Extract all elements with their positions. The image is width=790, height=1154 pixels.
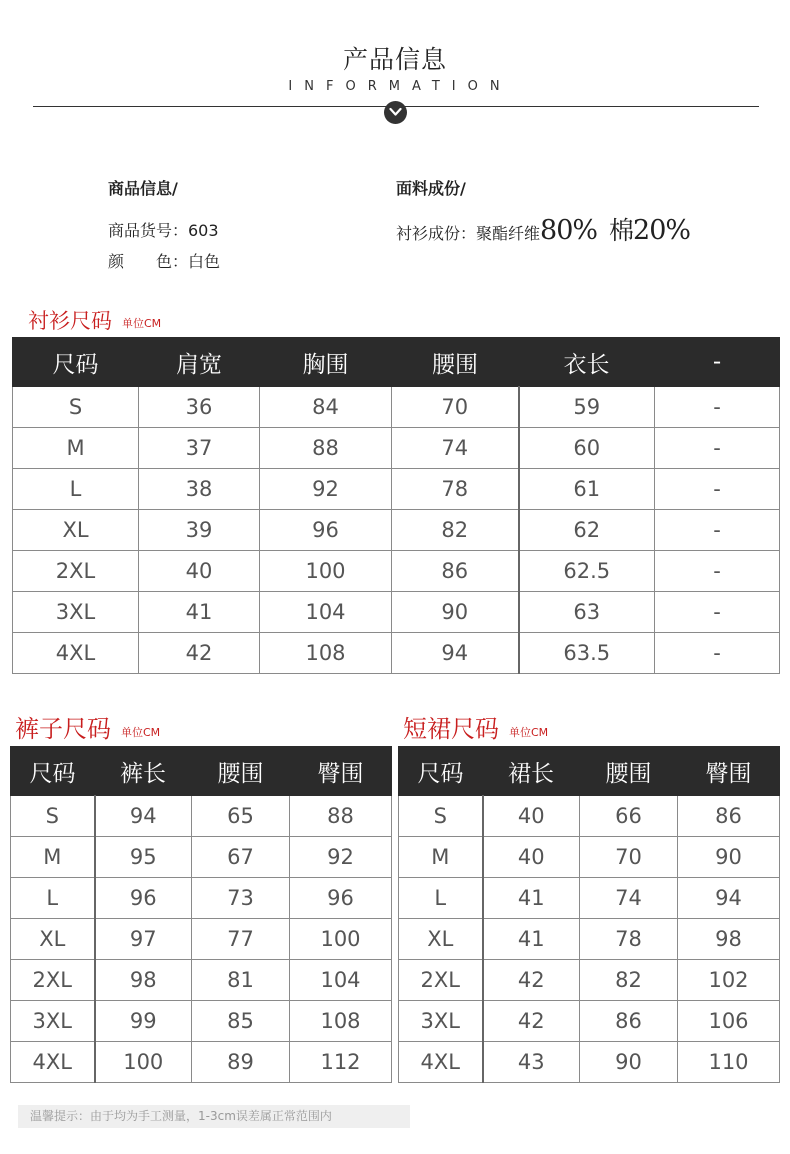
shirt-header-row: [13, 338, 780, 387]
table-cell: 90: [678, 837, 780, 878]
pants-header-cell: 裤长: [95, 747, 192, 796]
table-cell: 104: [290, 960, 392, 1001]
table-row: [13, 387, 780, 428]
table-row: [399, 1042, 780, 1083]
table-cell: S: [399, 796, 483, 837]
shirt-size-title-text: 衬衫尺码: [28, 309, 112, 333]
table-cell: 78: [580, 919, 678, 960]
table-row: [399, 878, 780, 919]
table-cell: 86: [392, 551, 519, 592]
shirt-size-title: [28, 305, 161, 335]
fabric-info: [396, 176, 690, 246]
table-cell: 96: [95, 878, 192, 919]
table-row: [399, 1001, 780, 1042]
pants-size-title-text: 裤子尺码: [15, 715, 111, 743]
table-cell: 42: [483, 960, 580, 1001]
table-cell: 36: [139, 387, 260, 428]
shirt-header-cell: 尺码: [13, 338, 139, 387]
table-cell: S: [11, 796, 95, 837]
shirt-header-cell: 胸围: [260, 338, 392, 387]
table-row: [13, 510, 780, 551]
pants-header-cell: 腰围: [192, 747, 290, 796]
skirt-header-row: [399, 747, 780, 796]
table-cell: 106: [678, 1001, 780, 1042]
table-cell: 99: [95, 1001, 192, 1042]
pants-header-cell: 尺码: [11, 747, 95, 796]
skirt-header-cell: 尺码: [399, 747, 483, 796]
pants-size-table: [10, 746, 392, 1083]
table-cell: 74: [580, 878, 678, 919]
table-cell: 41: [483, 878, 580, 919]
table-cell: 61: [519, 469, 655, 510]
skirt-size-title-text: 短裙尺码: [403, 715, 499, 743]
page-header: [0, 0, 790, 130]
table-row: [399, 796, 780, 837]
table-cell: 77: [192, 919, 290, 960]
table-cell: -: [655, 428, 780, 469]
table-cell: 63: [519, 592, 655, 633]
table-cell: 3XL: [399, 1001, 483, 1042]
shirt-size-table: [12, 337, 780, 674]
table-cell: 84: [260, 387, 392, 428]
table-cell: M: [11, 837, 95, 878]
table-cell: 73: [192, 878, 290, 919]
table-cell: 94: [678, 878, 780, 919]
table-row: [11, 837, 392, 878]
shirt-table-body: [13, 387, 780, 674]
table-cell: 90: [392, 592, 519, 633]
pants-table-body: [11, 796, 392, 1083]
table-cell: 42: [483, 1001, 580, 1042]
table-row: [13, 551, 780, 592]
table-cell: 89: [192, 1042, 290, 1083]
table-row: [11, 1001, 392, 1042]
pants-size-title: [15, 709, 160, 744]
table-row: [13, 592, 780, 633]
shirt-unit-label: 单位CM: [122, 317, 162, 330]
table-cell: 3XL: [11, 1001, 95, 1042]
table-cell: 40: [139, 551, 260, 592]
table-cell: 90: [580, 1042, 678, 1083]
table-row: [13, 633, 780, 674]
table-cell: 112: [290, 1042, 392, 1083]
table-cell: 60: [519, 428, 655, 469]
footer-note: 温馨提示：由于均为手工测量，1-3cm误差属正常范围内: [18, 1105, 410, 1128]
table-cell: L: [11, 878, 95, 919]
product-info: [108, 176, 220, 277]
table-cell: 104: [260, 592, 392, 633]
cotton-label: 棉: [609, 216, 634, 245]
table-cell: 67: [192, 837, 290, 878]
table-cell: 38: [139, 469, 260, 510]
table-cell: 81: [192, 960, 290, 1001]
table-cell: S: [13, 387, 139, 428]
polyester-percent: 80%: [540, 215, 598, 246]
table-cell: 92: [260, 469, 392, 510]
table-row: [11, 878, 392, 919]
table-cell: M: [13, 428, 139, 469]
table-cell: 82: [580, 960, 678, 1001]
skirt-header-cell: 腰围: [580, 747, 678, 796]
table-cell: 108: [260, 633, 392, 674]
product-info-heading: 商品信息/: [108, 179, 178, 198]
skirt-header-cell: 裙长: [483, 747, 580, 796]
table-cell: 88: [290, 796, 392, 837]
skirt-size-table: [398, 746, 780, 1083]
table-cell: 94: [95, 796, 192, 837]
table-cell: L: [399, 878, 483, 919]
table-cell: 98: [95, 960, 192, 1001]
shirt-header-cell: -: [655, 338, 780, 387]
table-cell: 66: [580, 796, 678, 837]
chevron-down-icon: [384, 101, 407, 124]
shirt-header-cell: 衣长: [519, 338, 655, 387]
pants-header-row: [11, 747, 392, 796]
skirt-unit-label: 单位CM: [509, 726, 549, 739]
table-cell: -: [655, 633, 780, 674]
fabric-prefix: 衬衫成份：聚酯纤维: [396, 224, 541, 243]
table-cell: -: [655, 469, 780, 510]
cotton-percent: 20%: [633, 215, 691, 246]
table-cell: 92: [290, 837, 392, 878]
table-row: [399, 919, 780, 960]
table-row: [11, 960, 392, 1001]
table-cell: 102: [678, 960, 780, 1001]
table-row: [11, 796, 392, 837]
table-cell: 82: [392, 510, 519, 551]
table-cell: 78: [392, 469, 519, 510]
table-cell: 94: [392, 633, 519, 674]
fabric-info-heading: 面料成份/: [396, 179, 466, 198]
table-cell: 98: [678, 919, 780, 960]
pants-unit-label: 单位CM: [121, 726, 161, 739]
table-cell: 41: [139, 592, 260, 633]
table-cell: 100: [260, 551, 392, 592]
table-cell: 74: [392, 428, 519, 469]
shirt-header-cell: 肩宽: [139, 338, 260, 387]
table-cell: 100: [95, 1042, 192, 1083]
table-cell: -: [655, 387, 780, 428]
table-cell: 4XL: [13, 633, 139, 674]
table-row: [399, 960, 780, 1001]
color-label: 颜: [108, 252, 125, 271]
table-cell: 40: [483, 837, 580, 878]
table-cell: 62: [519, 510, 655, 551]
table-cell: 2XL: [13, 551, 139, 592]
shirt-header-cell: 腰围: [392, 338, 519, 387]
table-cell: -: [655, 592, 780, 633]
table-cell: 63.5: [519, 633, 655, 674]
table-cell: 40: [483, 796, 580, 837]
table-cell: 2XL: [399, 960, 483, 1001]
table-cell: XL: [11, 919, 95, 960]
skirt-size-title: [403, 709, 548, 744]
table-cell: 95: [95, 837, 192, 878]
table-cell: 4XL: [11, 1042, 95, 1083]
table-cell: L: [13, 469, 139, 510]
item-number: 商品货号：603: [108, 221, 219, 240]
page-subtitle: INFORMATION: [288, 79, 512, 94]
table-cell: -: [655, 510, 780, 551]
table-cell: 65: [192, 796, 290, 837]
table-row: [11, 1042, 392, 1083]
table-cell: 108: [290, 1001, 392, 1042]
table-cell: 85: [192, 1001, 290, 1042]
table-cell: 86: [580, 1001, 678, 1042]
table-cell: 3XL: [13, 592, 139, 633]
table-cell: 70: [392, 387, 519, 428]
table-cell: 4XL: [399, 1042, 483, 1083]
table-cell: M: [399, 837, 483, 878]
skirt-table-body: [399, 796, 780, 1083]
table-cell: 37: [139, 428, 260, 469]
table-cell: 110: [678, 1042, 780, 1083]
pants-header-cell: 臀围: [290, 747, 392, 796]
table-cell: 96: [290, 878, 392, 919]
page-title: 产品信息: [342, 45, 447, 74]
color-value: 色：白色: [156, 252, 221, 271]
table-cell: 96: [260, 510, 392, 551]
table-cell: 100: [290, 919, 392, 960]
table-cell: 86: [678, 796, 780, 837]
table-cell: 39: [139, 510, 260, 551]
item-color: [108, 246, 220, 277]
table-cell: 70: [580, 837, 678, 878]
table-cell: 97: [95, 919, 192, 960]
table-cell: XL: [399, 919, 483, 960]
table-cell: 62.5: [519, 551, 655, 592]
table-row: [13, 469, 780, 510]
fabric-composition: [396, 215, 690, 246]
table-row: [399, 837, 780, 878]
skirt-header-cell: 臀围: [678, 747, 780, 796]
table-cell: XL: [13, 510, 139, 551]
table-row: [11, 919, 392, 960]
table-cell: 42: [139, 633, 260, 674]
table-cell: 43: [483, 1042, 580, 1083]
table-row: [13, 428, 780, 469]
table-cell: 41: [483, 919, 580, 960]
table-cell: 59: [519, 387, 655, 428]
table-cell: 88: [260, 428, 392, 469]
table-cell: -: [655, 551, 780, 592]
table-cell: 2XL: [11, 960, 95, 1001]
